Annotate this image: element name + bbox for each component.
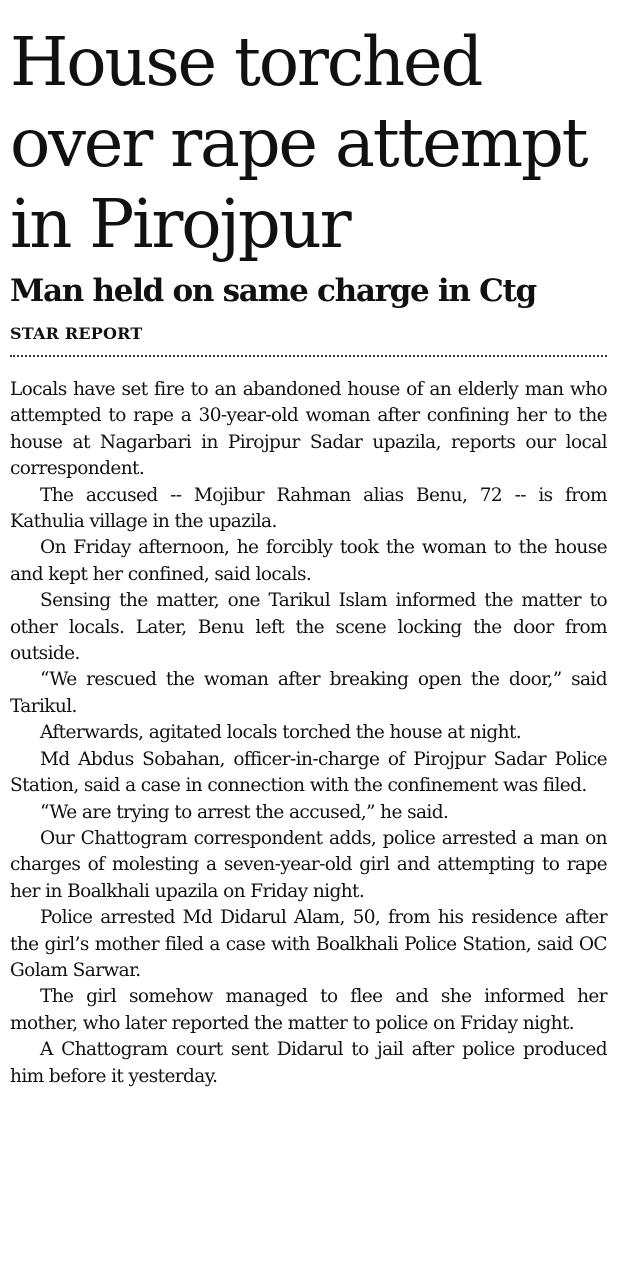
article-paragraph: On Friday afternoon, he forcibly took the woman to the house and kept her confined, said locals. (10, 537, 607, 585)
article-paragraph: A Chattogram court sent Didarul to jail after police produced him before it yesterday. (10, 1039, 607, 1087)
article-paragraph: Sensing the matter, one Tarikul Islam informed the matter to other locals. Later, Benu left the scene locking the door from outside. (10, 590, 607, 665)
article-paragraph: “We are trying to arrest the accused,” he said. (40, 801, 449, 823)
article-paragraph: “We rescued the woman after breaking open the door,” said Tarikul. (10, 669, 607, 717)
headline: House torched over rape attempt in Pirojpur (10, 23, 587, 263)
article-paragraph: Locals have set fire to an abandoned house of an elderly man who attempted to rape a 30-year-old woman after confining her to the house at Nagarbari in Pirojpur Sadar upazila, reports our local correspondent. (10, 379, 607, 480)
article-body (10, 377, 607, 1090)
news-article (10, 22, 607, 1090)
article-paragraph: The accused -- Mojibur Rahman alias Benu, 72 -- is from Kathulia village in the upazila. (10, 484, 607, 533)
article-paragraph: The girl somehow managed to flee and she informed her mother, who later reported the matter to police on Friday night. (10, 986, 607, 1034)
subheadline: Man held on same charge in Ctg (10, 273, 536, 309)
article-paragraph: Md Abdus Sobahan, officer-in-charge of Pirojpur Sadar Police Station, said a case in connection with the confinement was filed. (10, 748, 607, 797)
dotted-divider (10, 355, 607, 357)
byline: STAR REPORT (10, 324, 143, 343)
article-paragraph: Police arrested Md Didarul Alam, 50, from his residence after the girl’s mother filed a case with Boalkhali Police Station, said OC Golam Sarwar. (10, 907, 607, 981)
article-paragraph: Afterwards, agitated locals torched the house at night. (40, 722, 522, 744)
article-paragraph: Our Chattogram correspondent adds, police arrested a man on charges of molesting a seven-year-old girl and attempting to rape her in Boalkhali upazila on Friday night. (10, 827, 607, 902)
